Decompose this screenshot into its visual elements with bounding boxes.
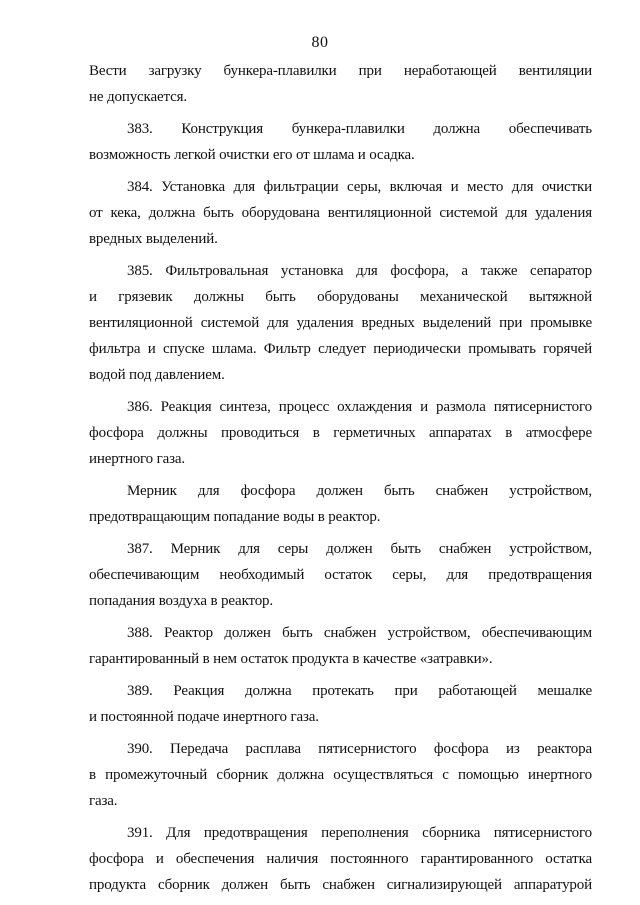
paragraph-389 — [89, 678, 592, 730]
paragraph-388 — [89, 620, 592, 672]
text-line: фосфора и обеспечения наличия постоянного гарантированного остатка — [89, 851, 592, 867]
document-body — [89, 58, 592, 898]
text-line: 390. Передача расплава пятисернистого фосфора из реактора — [127, 741, 592, 757]
text-line: 384. Установка для фильтрации серы, включая и место для очистки — [127, 179, 592, 195]
text-line: Вести загрузку бункера-плавилки при неработающей вентиляции — [89, 63, 592, 79]
text-line: газа. — [89, 793, 118, 809]
paragraph-383 — [89, 116, 592, 168]
text-line: вредных выделений. — [89, 231, 218, 247]
text-line: гарантированный в нем остаток продукта в качестве «затравки». — [89, 651, 493, 667]
text-line: 388. Реактор должен быть снабжен устройством, обеспечивающим — [127, 625, 592, 641]
text-line: обеспечивающим необходимый остаток серы, для предотвращения — [89, 567, 592, 583]
text-line: 389. Реакция должна протекать при работающей мешалке — [127, 683, 592, 699]
text-line: 386. Реакция синтеза, процесс охлаждения и размола пятисернистого — [127, 399, 592, 415]
paragraph-391 — [89, 820, 592, 898]
paragraph-390 — [89, 736, 592, 814]
text-line: фильтра и спуске шлама. Фильтр следует периодически промывать горячей — [89, 341, 592, 357]
paragraph-386-mernik — [89, 478, 592, 530]
text-line: от кека, должна быть оборудована вентиляционной системой для удаления — [89, 205, 592, 221]
paragraph-continuation — [89, 58, 592, 110]
text-line: инертного газа. — [89, 451, 186, 467]
text-line: вентиляционной системой для удаления вредных выделений при промывке — [89, 315, 592, 331]
text-line: и грязевик должны быть оборудованы механической вытяжной — [89, 289, 592, 305]
text-line: продукта сборник должен быть снабжен сигнализирующей аппаратурой — [89, 877, 592, 893]
text-line: фосфора должны проводиться в герметичных аппаратах в атмосфере — [89, 425, 592, 441]
text-line: 383. Конструкция бункера-плавилки должна обеспечивать — [127, 121, 592, 137]
paragraph-387 — [89, 536, 592, 614]
text-line: не допускается. — [89, 89, 187, 105]
text-line: попадания воздуха в реактор. — [89, 593, 274, 609]
paragraph-385 — [89, 258, 592, 388]
paragraph-384 — [89, 174, 592, 252]
text-line: Мерник для фосфора должен быть снабжен устройством, — [127, 483, 592, 499]
text-line: водой под давлением. — [89, 367, 225, 383]
text-line: возможность легкой очистки его от шлама и осадка. — [89, 147, 415, 163]
text-line: и постоянной подаче инертного газа. — [89, 709, 319, 725]
page-number: 80 — [311, 34, 329, 51]
text-line: в промежуточный сборник должна осуществляться с помощью инертного — [89, 767, 592, 783]
text-line: 391. Для предотвращения переполнения сборника пятисернистого — [127, 825, 592, 841]
text-line: 387. Мерник для серы должен быть снабжен устройством, — [127, 541, 592, 557]
text-line: предотвращающим попадание воды в реактор. — [89, 509, 381, 525]
paragraph-386 — [89, 394, 592, 472]
text-line: 385. Фильтровальная установка для фосфора, а также сепаратор — [127, 263, 592, 279]
